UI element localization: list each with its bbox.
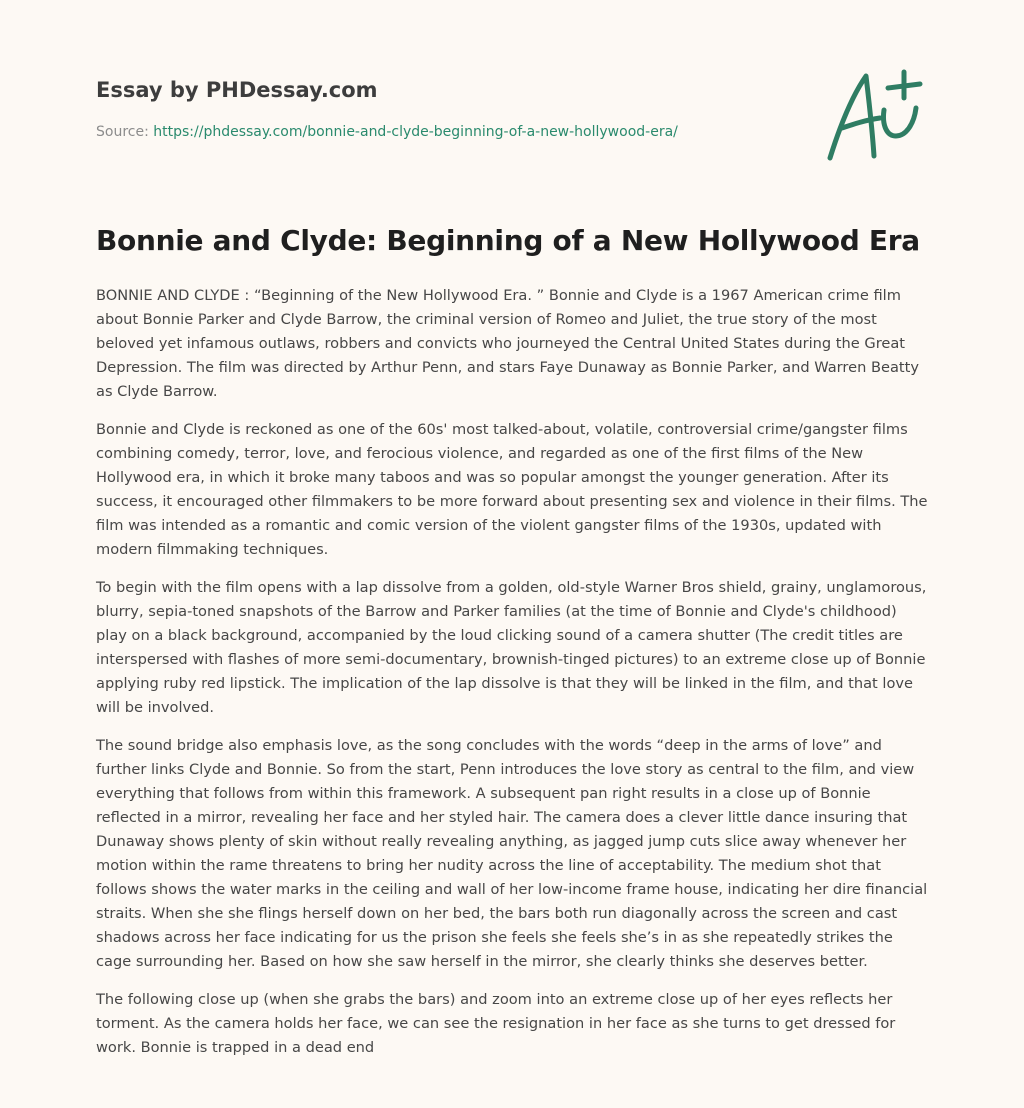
paragraph: BONNIE AND CLYDE : “Beginning of the New Hollywood Era. ” Bonnie and Clyde is a 1967 American crime film about Bonnie Parker and Clyde Barrow, the criminal version of Romeo and Juliet, the true story of the most beloved yet infamous outlaws, robbers and convicts who journeyed the Central United States during the Great Depression. The film was directed by Arthur Penn, and stars Faye Dunaway as Bonnie Parker, and Warren Beatty as Clyde Barrow. [96,287,919,400]
article-title: Bonnie and Clyde: Beginning of a New Hollywood Era [96,224,920,257]
source-link[interactable]: https://phdessay.com/bonnie-and-clyde-beginning-of-a-new-hollywood-era/ [153,124,678,140]
site-brand: Essay by PHDessay.com [96,78,378,102]
paragraph: Bonnie and Clyde is reckoned as one of the 60s' most talked-about, volatile, controversial crime/gangster films combining comedy, terror, love, and ferocious violence, and regarded as one of the first films of the New Hollywood era, in which it broke many taboos and was so popular amongst the younger generation. After its success, it encouraged other filmmakers to be more forward about presenting sex and violence in their films. The film was intended as a romantic and comic version of the violent gangster films of the 1930s, updated with modern filmmaking techniques. [96,421,928,558]
paragraph: To begin with the film opens with a lap dissolve from a golden, old-style Warner Bros shield, grainy, unglamorous, blurry, sepia-toned snapshots of the Barrow and Parker families (at the time of Bonnie and Clyde's childhood) play on a black background, accompanied by the loud clicking sound of a camera shutter (The credit titles are interspersed with flashes of more semi-documentary, brownish-tinged pictures) to an extreme close up of Bonnie applying ruby red lipstick. The implication of the lap dissolve is that they will be linked in the film, and that love will be involved. [96,579,927,716]
source-label: Source: [96,124,149,140]
source-line [96,124,678,140]
paragraph: The following close up (when she grabs the bars) and zoom into an extreme close up of her eyes reflects her torment. As the camera holds her face, we can see the resignation in her face as she turns to get dressed for work. Bonnie is trapped in a dead end [96,991,896,1056]
article-body [96,284,930,1074]
paragraph: The sound bridge also emphasis love, as the song concludes with the words “deep in the arms of love” and further links Clyde and Bonnie. So from the start, Penn introduces the love story as central to the film, and view everything that follows from within this framework. A subsequent pan right results in a close up of Bonnie reflected in a mirror, revealing her face and her styled hair. The camera does a clever little dance insuring that Dunaway shows plenty of skin without really revealing anything, as jagged jump cuts slice away whenever her motion within the rame threatens to bring her nudity across the line of acceptability. The medium shot that follows shows the water marks in the ceiling and wall of her low-income frame house, indicating her dire financial straits. When she she flings herself down on her bed, the bars both run diagonally across the screen and cast shadows across her face indicating for us the prison she feels she feels she’s in as she repeatedly strikes the cage surrounding her. Based on how she saw herself in the mirror, she clearly thinks she deserves better. [96,737,928,970]
a-plus-grade-icon [822,66,932,166]
